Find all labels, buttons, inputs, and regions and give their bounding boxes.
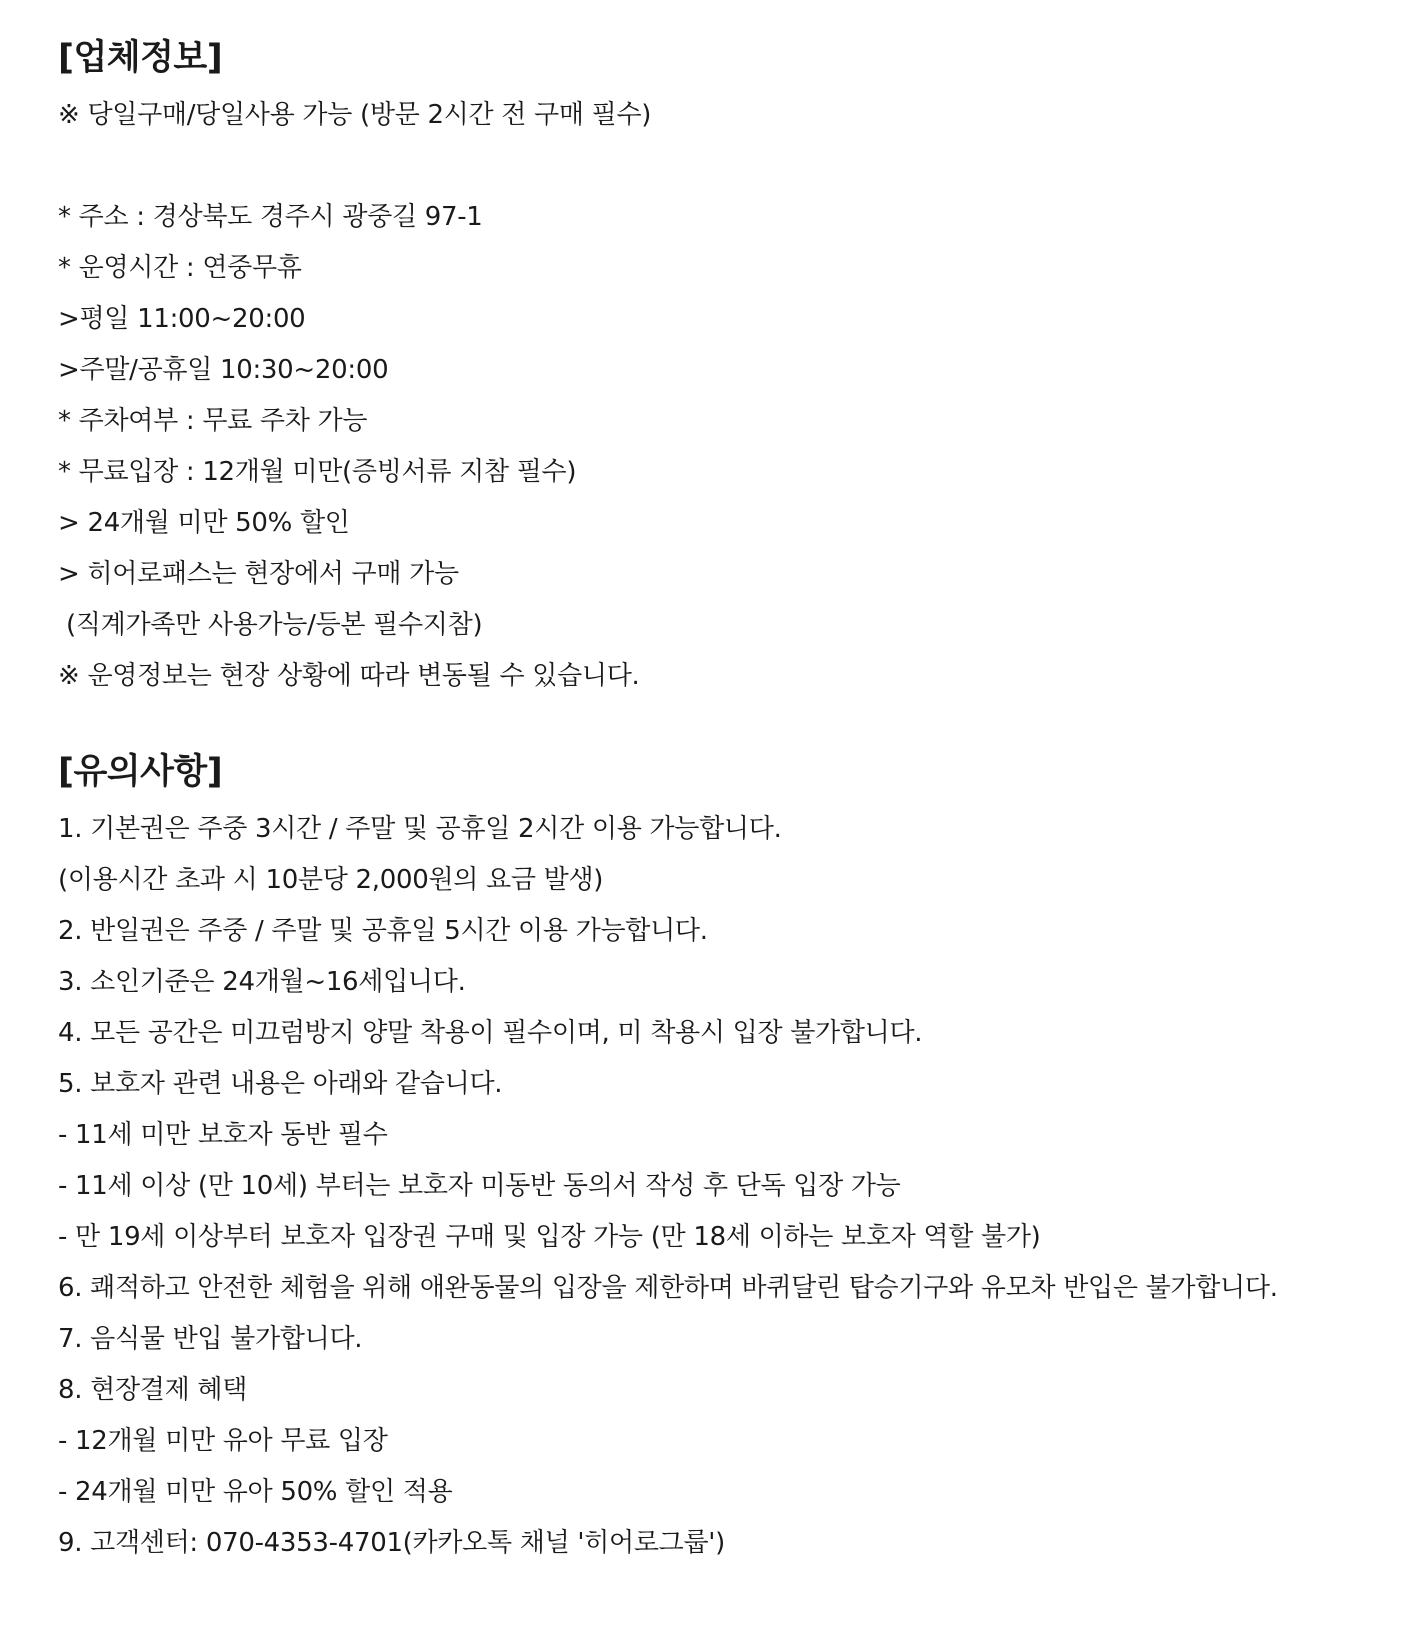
hero-pass-line: > 히어로패스는 현장에서 구매 가능 (58, 559, 459, 589)
discount-line: > 24개월 미만 50% 할인 (58, 508, 350, 538)
notice-sub-item: - 11세 미만 보호자 동반 필수 (58, 1120, 388, 1150)
company-info-section (58, 34, 1425, 702)
notice-item: 6. 쾌적하고 안전한 체험을 위해 애완동물의 입장을 제한하며 바퀴달린 탑승기구와 유모차 반입은 불가합니다. (58, 1273, 1278, 1303)
notice-item: 3. 소인기준은 24개월~16세입니다. (58, 967, 466, 997)
notice-sub-item: - 12개월 미만 유아 무료 입장 (58, 1426, 388, 1456)
weekend-hours-line: >주말/공휴일 10:30~20:00 (58, 355, 389, 385)
notice-sub-item: - 11세 이상 (만 10세) 부터는 보호자 미동반 동의서 작성 후 단독 입장 가능 (58, 1171, 901, 1201)
address-line: * 주소 : 경상북도 경주시 광중길 97-1 (58, 202, 483, 232)
notice-item: 7. 음식물 반입 불가합니다. (58, 1324, 363, 1354)
notice-sub-item: - 만 19세 이상부터 보호자 입장권 구매 및 입장 가능 (만 18세 이하는 보호자 역할 불가) (58, 1222, 1041, 1252)
notice-item: (이용시간 초과 시 10분당 2,000원의 요금 발생) (58, 865, 604, 895)
notice-item: 2. 반일권은 주중 / 주말 및 공휴일 5시간 이용 가능합니다. (58, 916, 708, 946)
notice-section (58, 748, 1425, 1569)
operation-change-notice-line: ※ 운영정보는 현장 상황에 따라 변동될 수 있습니다. (58, 661, 640, 691)
section-spacer (58, 702, 1425, 748)
parking-line: * 주차여부 : 무료 주차 가능 (58, 406, 368, 436)
hero-pass-condition-line: (직계가족만 사용가능/등본 필수지참) (58, 610, 483, 640)
notice-sub-item: - 24개월 미만 유아 50% 할인 적용 (58, 1477, 453, 1507)
customer-center-line: 9. 고객센터: 070-4353-4701(카카오톡 채널 '히어로그룹') (58, 1528, 725, 1558)
notice-item: 4. 모든 공간은 미끄럼방지 양말 착용이 필수이며, 미 착용시 입장 불가합니다. (58, 1018, 923, 1048)
free-entry-line: * 무료입장 : 12개월 미만(증빙서류 지참 필수) (58, 457, 577, 487)
notice-item: 5. 보호자 관련 내용은 아래와 같습니다. (58, 1069, 503, 1099)
operating-hours-line: * 운영시간 : 연중무휴 (58, 253, 302, 283)
notice-item: 8. 현장결제 혜택 (58, 1375, 248, 1405)
company-info-title: [업체정보] (58, 38, 223, 78)
notice-title: [유의사항] (58, 752, 223, 792)
purchase-notice-line: ※ 당일구매/당일사용 가능 (방문 2시간 전 구매 필수) (58, 100, 652, 130)
blank-line (58, 141, 1425, 192)
notice-item: 1. 기본권은 주중 3시간 / 주말 및 공휴일 2시간 이용 가능합니다. (58, 814, 782, 844)
weekday-hours-line: >평일 11:00~20:00 (58, 304, 306, 334)
